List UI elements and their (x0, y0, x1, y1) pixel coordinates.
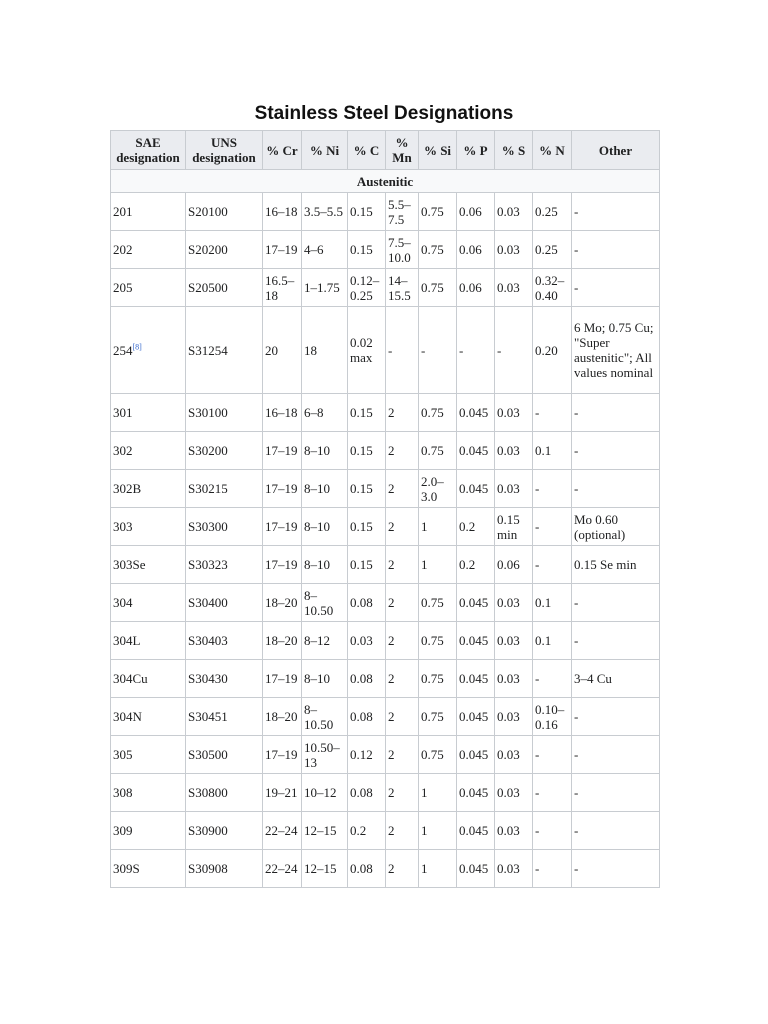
table-cell: 2 (386, 698, 419, 736)
table-cell: 0.75 (419, 660, 457, 698)
table-cell: 0.045 (457, 660, 495, 698)
table-cell: 304Cu (111, 660, 186, 698)
table-cell: 0.03 (495, 584, 533, 622)
table-cell: 10–12 (302, 774, 348, 812)
table-cell: 0.03 (495, 394, 533, 432)
table-cell: 1 (419, 546, 457, 584)
table-cell: S31254 (186, 307, 263, 394)
table-cell: 17–19 (263, 660, 302, 698)
table-cell: 0.045 (457, 394, 495, 432)
table-cell: 19–21 (263, 774, 302, 812)
table-cell: - (533, 812, 572, 850)
table-cell: 2 (386, 470, 419, 508)
table-cell: 1 (419, 850, 457, 888)
table-cell: 2.0–3.0 (419, 470, 457, 508)
table-cell: 305 (111, 736, 186, 774)
table-cell: 0.15 (348, 231, 386, 269)
table-cell: 0.03 (495, 698, 533, 736)
table-cell: 0.045 (457, 432, 495, 470)
table-cell: 12–15 (302, 812, 348, 850)
table-cell: 2 (386, 546, 419, 584)
table-cell: 0.1 (533, 622, 572, 660)
table-cell: 0.15 (348, 193, 386, 231)
table-row (111, 736, 660, 774)
table-cell: 8–10 (302, 470, 348, 508)
table-cell: 16–18 (263, 394, 302, 432)
table-cell: 8–12 (302, 622, 348, 660)
table-cell: 0.15 (348, 394, 386, 432)
table-cell: 0.03 (495, 736, 533, 774)
table-cell: S30430 (186, 660, 263, 698)
table-row (111, 307, 660, 394)
table-cell: 5.5–7.5 (386, 193, 419, 231)
table-cell: 4–6 (302, 231, 348, 269)
table-row (111, 508, 660, 546)
table-cell: 304L (111, 622, 186, 660)
table-cell: 22–24 (263, 850, 302, 888)
table-cell: 3–4 Cu (572, 660, 660, 698)
table-cell: - (533, 394, 572, 432)
table-cell: 0.2 (457, 546, 495, 584)
table-cell: 2 (386, 812, 419, 850)
table-cell: - (533, 470, 572, 508)
table-cell: - (386, 307, 419, 394)
table-cell: 0.03 (495, 850, 533, 888)
table-cell: S30908 (186, 850, 263, 888)
table-cell: 0.03 (495, 432, 533, 470)
table-cell: 0.045 (457, 584, 495, 622)
table-cell: 20 (263, 307, 302, 394)
table-cell: 3.5–5.5 (302, 193, 348, 231)
table-cell: 0.15 Se min (572, 546, 660, 584)
table-row (111, 546, 660, 584)
table-cell: 308 (111, 774, 186, 812)
table-cell: 8–10 (302, 508, 348, 546)
table-cell: 0.03 (495, 774, 533, 812)
column-header: % N (533, 131, 572, 170)
table-cell: 17–19 (263, 432, 302, 470)
table-cell: S30500 (186, 736, 263, 774)
table-cell: 0.75 (419, 432, 457, 470)
column-header: % S (495, 131, 533, 170)
table-cell: 1 (419, 774, 457, 812)
table-cell: S30200 (186, 432, 263, 470)
table-cell: 0.06 (457, 193, 495, 231)
table-cell: - (572, 432, 660, 470)
table-cell: 0.03 (495, 231, 533, 269)
table-cell: 303Se (111, 546, 186, 584)
table-cell: 0.1 (533, 584, 572, 622)
column-header: % Si (419, 131, 457, 170)
table-cell: 0.03 (495, 622, 533, 660)
table-cell: 0.75 (419, 269, 457, 307)
table-cell: 22–24 (263, 812, 302, 850)
table-cell: 0.75 (419, 736, 457, 774)
table-cell: 0.25 (533, 193, 572, 231)
table-cell: - (572, 850, 660, 888)
table-cell: 0.25 (533, 231, 572, 269)
table-cell: 0.75 (419, 622, 457, 660)
table-cell: 18–20 (263, 584, 302, 622)
table-cell: 0.12–0.25 (348, 269, 386, 307)
table-cell: 0.03 (495, 470, 533, 508)
table-cell: 0.045 (457, 774, 495, 812)
table-cell: 1 (419, 508, 457, 546)
table-cell: 18 (302, 307, 348, 394)
table-cell: 0.06 (495, 546, 533, 584)
table-cell: 0.08 (348, 774, 386, 812)
table-cell: 0.15 (348, 470, 386, 508)
table-cell: 0.75 (419, 193, 457, 231)
table-cell: - (572, 698, 660, 736)
table-cell: 301 (111, 394, 186, 432)
table-row (111, 850, 660, 888)
table-cell: - (572, 470, 660, 508)
table-cell: - (457, 307, 495, 394)
table-cell: 0.15 (348, 546, 386, 584)
table-row (111, 774, 660, 812)
table-cell: - (533, 736, 572, 774)
table-cell: - (572, 622, 660, 660)
table-cell: 309 (111, 812, 186, 850)
table-cell: 8–10.50 (302, 584, 348, 622)
table-cell: 0.02 max (348, 307, 386, 394)
table-row (111, 432, 660, 470)
table-cell: - (572, 394, 660, 432)
column-header: SAE designation (111, 131, 186, 170)
column-header: % Cr (263, 131, 302, 170)
table-cell: 17–19 (263, 231, 302, 269)
table-cell: 302 (111, 432, 186, 470)
table-cell: 16.5–18 (263, 269, 302, 307)
table-cell: - (533, 774, 572, 812)
table-cell: 17–19 (263, 546, 302, 584)
table-cell: - (419, 307, 457, 394)
table-cell: 18–20 (263, 622, 302, 660)
table-cell: 0.15 (348, 508, 386, 546)
table-cell: 17–19 (263, 508, 302, 546)
table-cell: - (533, 508, 572, 546)
table-cell: S30400 (186, 584, 263, 622)
section-heading: Austenitic (111, 170, 660, 193)
table-cell: 1 (419, 812, 457, 850)
table-cell: 0.75 (419, 698, 457, 736)
table-row (111, 394, 660, 432)
table-cell: 0.06 (457, 269, 495, 307)
table-cell: 1–1.75 (302, 269, 348, 307)
table-cell: 2 (386, 736, 419, 774)
table-cell: 10.50–13 (302, 736, 348, 774)
table-cell: 0.08 (348, 660, 386, 698)
table-cell: 8–10 (302, 660, 348, 698)
table-cell: - (572, 812, 660, 850)
table-cell: 202 (111, 231, 186, 269)
table-row (111, 231, 660, 269)
table-cell: 0.20 (533, 307, 572, 394)
table-cell: 0.045 (457, 470, 495, 508)
table-row (111, 660, 660, 698)
table-cell: 2 (386, 432, 419, 470)
table-cell: 0.15 min (495, 508, 533, 546)
table-cell: 2 (386, 774, 419, 812)
table-cell: 201 (111, 193, 186, 231)
table-cell: 0.045 (457, 622, 495, 660)
table-cell: 0.2 (457, 508, 495, 546)
table-row (111, 622, 660, 660)
table-cell: 0.12 (348, 736, 386, 774)
column-header: % Ni (302, 131, 348, 170)
table-cell: 6 Mo; 0.75 Cu; "Super austenitic"; All values nominal (572, 307, 660, 394)
table-row (111, 193, 660, 231)
table-cell: 0.75 (419, 231, 457, 269)
table-cell: S30800 (186, 774, 263, 812)
table-cell: 0.045 (457, 812, 495, 850)
table-row (111, 698, 660, 736)
table-cell: S20200 (186, 231, 263, 269)
table-cell: - (572, 269, 660, 307)
table-cell: 0.03 (495, 660, 533, 698)
table-cell: 0.03 (495, 812, 533, 850)
table-cell: 8–10 (302, 432, 348, 470)
table-cell: 0.03 (495, 193, 533, 231)
table-cell: 0.03 (495, 269, 533, 307)
column-header: % Mn (386, 131, 419, 170)
table-cell: - (572, 584, 660, 622)
table-row (111, 470, 660, 508)
table-cell: 309S (111, 850, 186, 888)
table-cell: - (572, 231, 660, 269)
table-cell: 0.75 (419, 584, 457, 622)
page-title: Stainless Steel Designations (254, 102, 514, 124)
table-cell: 0.32–0.40 (533, 269, 572, 307)
table-cell: S30300 (186, 508, 263, 546)
table-header-row (111, 131, 660, 170)
table-cell: 8–10 (302, 546, 348, 584)
table-cell: - (572, 193, 660, 231)
table-cell: S30900 (186, 812, 263, 850)
table-cell: Mo 0.60 (optional) (572, 508, 660, 546)
table-cell: 254[8] (111, 307, 186, 394)
table-cell: 2 (386, 850, 419, 888)
table-cell: 0.045 (457, 850, 495, 888)
table-cell: 18–20 (263, 698, 302, 736)
table-cell: S30215 (186, 470, 263, 508)
table-cell: 2 (386, 508, 419, 546)
column-header: % P (457, 131, 495, 170)
table-cell: - (495, 307, 533, 394)
table-cell: 0.06 (457, 231, 495, 269)
table-cell: - (533, 660, 572, 698)
table-cell: 0.15 (348, 432, 386, 470)
table-cell: 16–18 (263, 193, 302, 231)
table-cell: 0.2 (348, 812, 386, 850)
table-cell: 14–15.5 (386, 269, 419, 307)
table-cell: 2 (386, 622, 419, 660)
table-cell: 17–19 (263, 470, 302, 508)
table-cell: 205 (111, 269, 186, 307)
table-cell: 6–8 (302, 394, 348, 432)
table-cell: - (572, 736, 660, 774)
table-cell: 12–15 (302, 850, 348, 888)
table-row (111, 269, 660, 307)
table-cell: S30100 (186, 394, 263, 432)
table-cell: - (572, 774, 660, 812)
table-cell: 0.1 (533, 432, 572, 470)
table-cell: 0.10–0.16 (533, 698, 572, 736)
column-header: Other (572, 131, 660, 170)
table-row (111, 812, 660, 850)
table-cell: 0.08 (348, 584, 386, 622)
table-cell: - (533, 850, 572, 888)
table-cell: 302B (111, 470, 186, 508)
table-cell: 17–19 (263, 736, 302, 774)
table-cell: 8–10.50 (302, 698, 348, 736)
table-cell: 0.75 (419, 394, 457, 432)
table-cell: 2 (386, 394, 419, 432)
table-cell: 2 (386, 584, 419, 622)
table-cell: S20500 (186, 269, 263, 307)
table-cell: S20100 (186, 193, 263, 231)
table-cell: 0.08 (348, 698, 386, 736)
table-cell: 2 (386, 660, 419, 698)
table-cell: 304 (111, 584, 186, 622)
table-cell: S30451 (186, 698, 263, 736)
table-cell: 303 (111, 508, 186, 546)
designations-table (110, 130, 660, 888)
table-cell: S30323 (186, 546, 263, 584)
footnote-link[interactable]: [8] (132, 342, 142, 352)
table-cell: 0.08 (348, 850, 386, 888)
table-cell: 0.045 (457, 698, 495, 736)
table-cell: 0.045 (457, 736, 495, 774)
table-cell: S30403 (186, 622, 263, 660)
table-cell: 0.03 (348, 622, 386, 660)
table-cell: 304N (111, 698, 186, 736)
column-header: % C (348, 131, 386, 170)
table-cell: 7.5–10.0 (386, 231, 419, 269)
table-row (111, 584, 660, 622)
section-row (111, 170, 660, 193)
table-cell: - (533, 546, 572, 584)
column-header: UNS designation (186, 131, 263, 170)
